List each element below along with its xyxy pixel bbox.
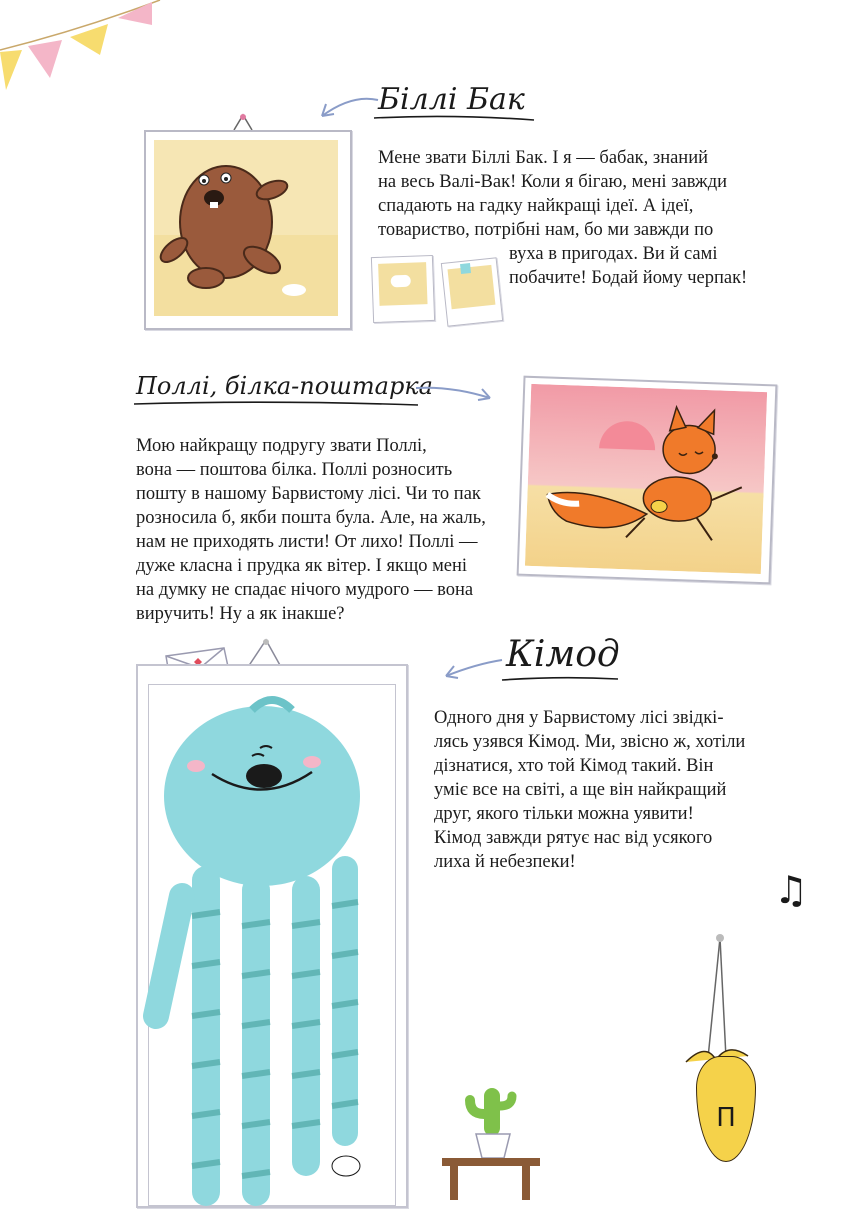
text-line: уміє все на світі, а ще він найкращий [434, 780, 727, 800]
text-line: дуже класна і прудка як вітер. І якщо мені [136, 556, 468, 576]
text-line: вона — поштова білка. Поллі розносить [136, 460, 453, 480]
text-line: дізнатися, хто той Кімод такий. Він [434, 756, 714, 776]
heading-underline [372, 112, 537, 124]
text-line: Мене звати Біллі Бак. І я — бабак, знаний [378, 148, 709, 168]
billy-text [378, 146, 747, 290]
kimod-heading: Кімод [506, 634, 620, 675]
arrow-icon [412, 378, 496, 408]
billy-heading: Біллі Бак [378, 82, 525, 117]
text-line: товариство, потрібні нам, бо ми завжди по [378, 220, 714, 240]
kimod-frame [136, 664, 408, 1208]
text-line: лиха й небезпеки! [434, 852, 576, 872]
text-line: Мою найкращу подругу звати Поллі, [136, 436, 427, 456]
billy-frame [144, 130, 352, 330]
text-line: нам не приходять листи! От лихо! Поллі — [136, 532, 478, 552]
polly-fox-illustration [525, 384, 767, 574]
text-line: пошту в нашому Барвистому лісі. Чи то пак [136, 484, 481, 504]
arrow-icon [440, 652, 506, 684]
text-line: вуха в пригодах. Ви й самі [509, 244, 718, 264]
text-line: на весь Валі-Вак! Коли я бігаю, мені завжди [378, 172, 728, 192]
text-line: Одного дня у Барвистому лісі звідкі- [434, 708, 724, 728]
frame-hook-icon [232, 112, 254, 132]
kimod-monster-illustration [142, 696, 402, 1216]
polly-text [136, 434, 486, 626]
heading-underline [132, 398, 422, 410]
polly-frame [517, 376, 778, 585]
text-line: виручить! Ну а як інакше? [136, 604, 345, 624]
polly-heading: Поллі, білка-поштарка [136, 372, 433, 400]
heading-underline [500, 672, 622, 686]
text-line: розносила б, якби пошта була. Але, на жаль, [136, 508, 486, 528]
text-line: друг, якого тільки можна уявити! [434, 804, 694, 824]
pendant [696, 1056, 756, 1162]
text-line: лясь узявся Кімод. Ми, звісно ж, хотіли [434, 732, 746, 752]
kimod-text [434, 706, 745, 874]
text-line: спадають на гадку найкращі ідеї. А ідеї, [378, 196, 694, 216]
cactus-icon [440, 1076, 540, 1200]
pendant-letter: П [716, 1103, 736, 1133]
music-note-icon: ♫ [774, 868, 809, 912]
text-line: на думку не спадає нічого мудрого — вона [136, 580, 474, 600]
text-line: Кімод завжди рятує нас від усякого [434, 828, 713, 848]
bunting-decoration [0, 0, 170, 95]
billy-marmot-illustration [154, 140, 338, 316]
text-line: побачите! Бодай йому черпак! [509, 268, 748, 288]
